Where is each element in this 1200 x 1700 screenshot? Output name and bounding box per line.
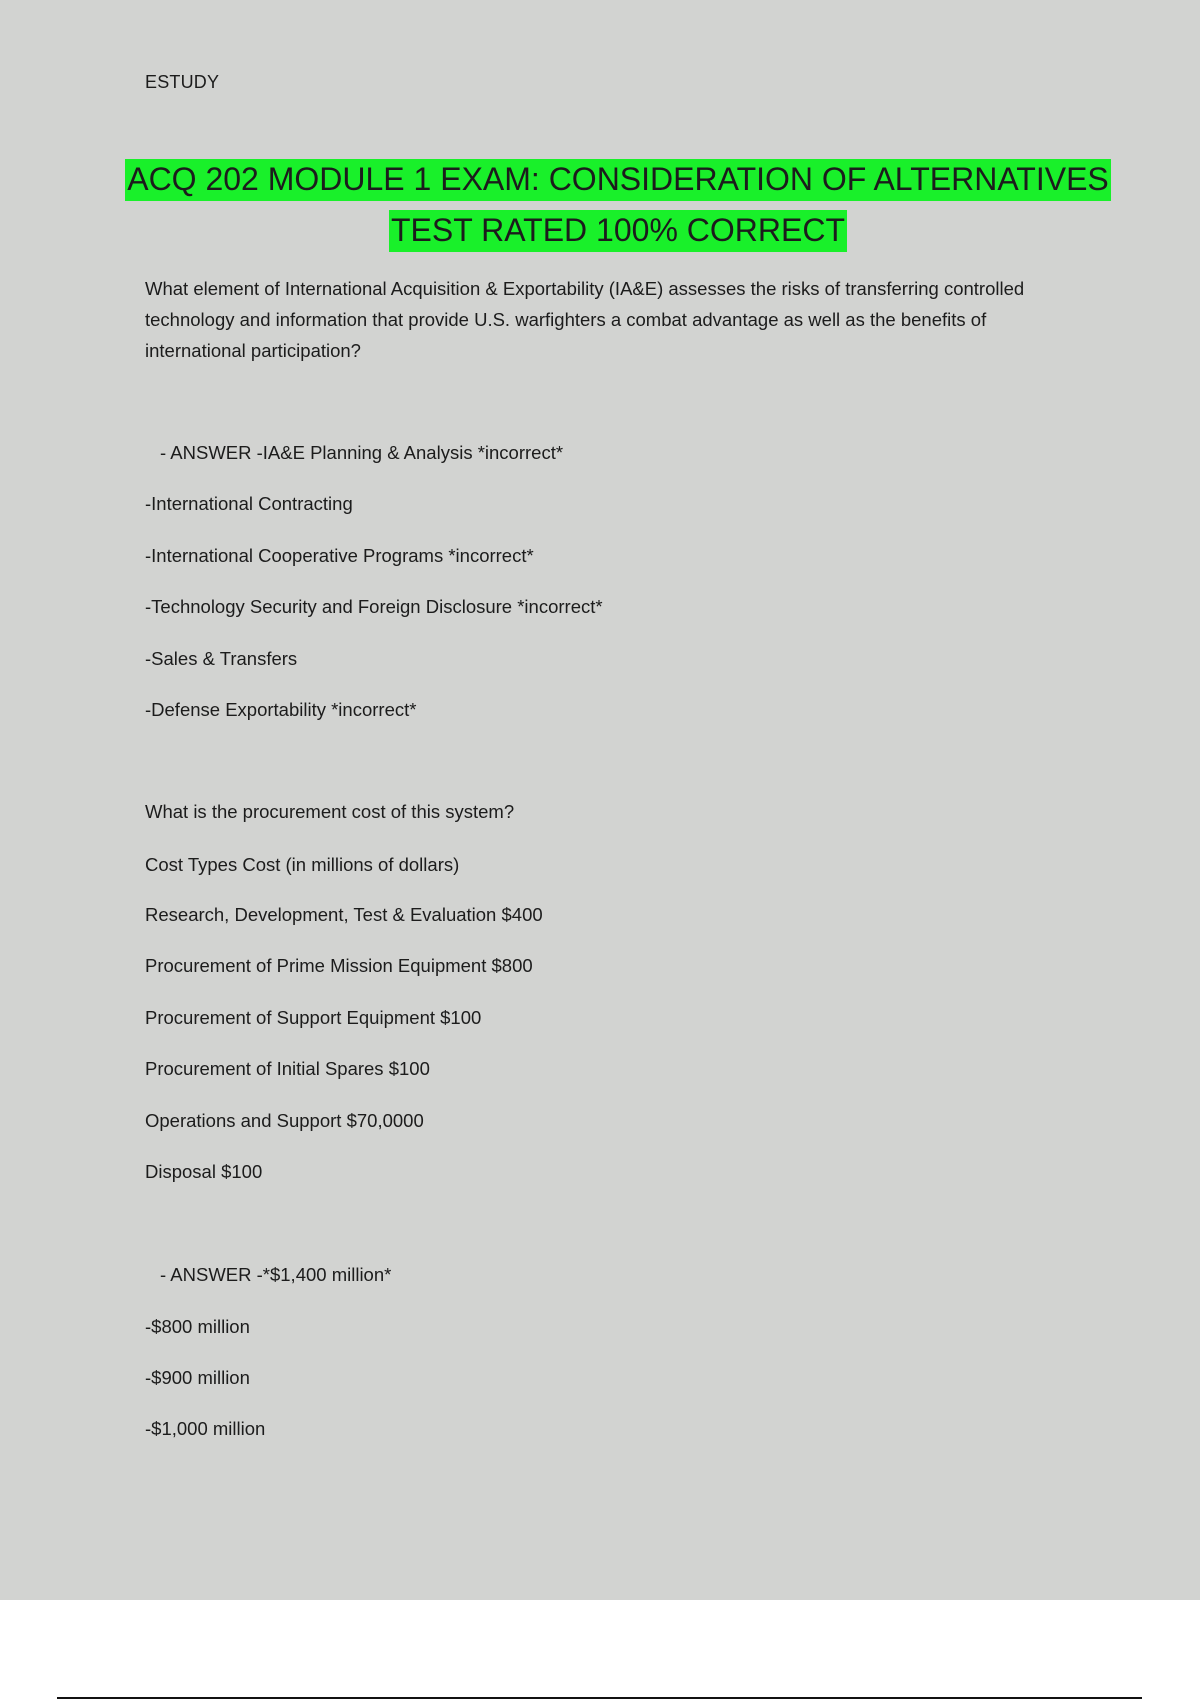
title-line-1: ACQ 202 MODULE 1 EXAM: CONSIDERATION OF ALTERNATIVES — [125, 159, 1111, 201]
question-2-option: -$900 million — [145, 1367, 250, 1388]
question-1-answer: - ANSWER -IA&E Planning & Analysis *incorrect* — [160, 442, 564, 463]
question-2-option: -$800 million — [145, 1316, 250, 1337]
title-line-2: TEST RATED 100% CORRECT — [389, 210, 847, 252]
question-2-answer: - ANSWER -*$1,400 million* — [160, 1264, 392, 1285]
question-1-text: What element of International Acquisition & Exportability (IA&E) assesses the risks of transferring controlled technology and information that provide U.S. warfighters a combat advantage as well as the benefits of international participation? — [145, 278, 1025, 361]
cost-table-line: Disposal $100 — [145, 1161, 263, 1182]
cost-table-line: Cost Types Cost (in millions of dollars) — [145, 854, 460, 875]
question-1-option: -Defense Exportability *incorrect* — [145, 699, 417, 720]
question-1-option: -Sales & Transfers — [145, 648, 298, 669]
cost-table-line: Procurement of Support Equipment $100 — [145, 1007, 482, 1028]
question-2-option: -$1,000 million — [145, 1418, 266, 1439]
cost-table-line: Research, Development, Test & Evaluation $400 — [145, 904, 543, 925]
question-1-option: -Technology Security and Foreign Disclosure *incorrect* — [145, 596, 603, 617]
question-1-option: -International Contracting — [145, 493, 353, 514]
document-title — [0, 154, 1200, 256]
header-label: ESTUDY — [145, 72, 220, 92]
cost-table-line: Procurement of Initial Spares $100 — [145, 1058, 430, 1079]
cost-table-line: Procurement of Prime Mission Equipment $800 — [145, 955, 533, 976]
question-2-text: What is the procurement cost of this system? — [145, 801, 515, 822]
footer-divider — [57, 1697, 1142, 1699]
cost-table-line: Operations and Support $70,0000 — [145, 1110, 424, 1131]
question-1-option: -International Cooperative Programs *incorrect* — [145, 545, 534, 566]
